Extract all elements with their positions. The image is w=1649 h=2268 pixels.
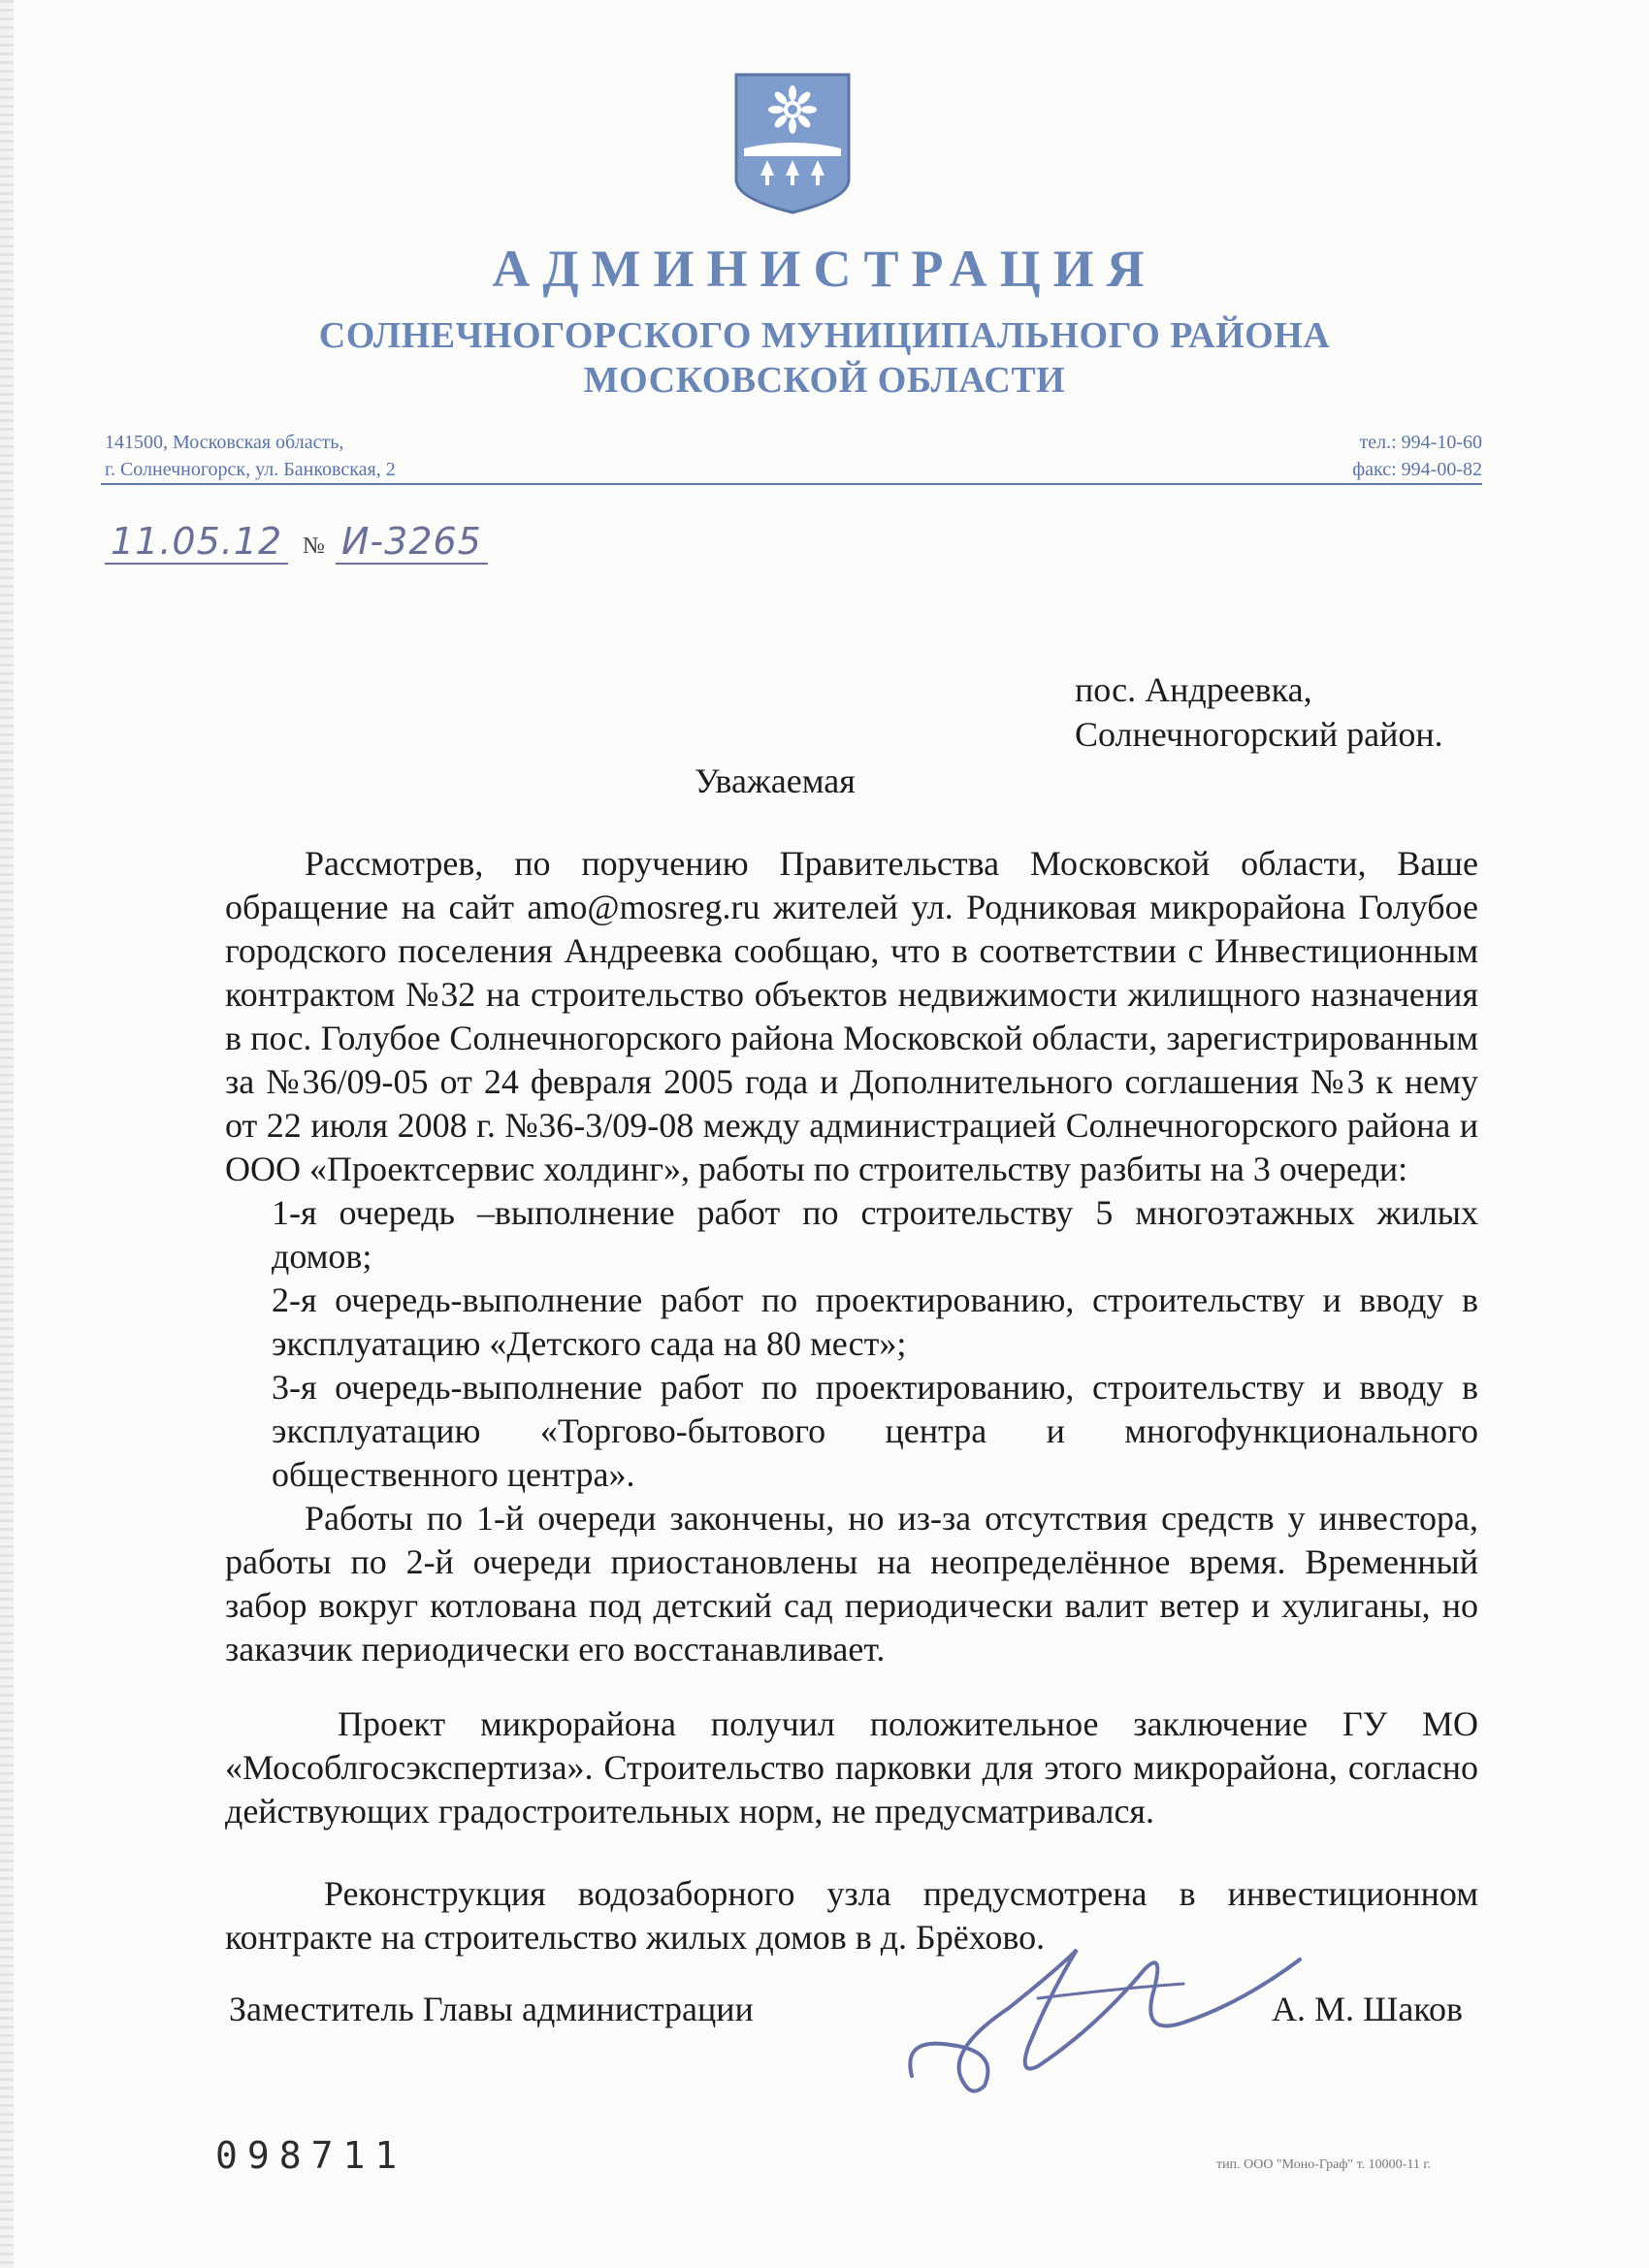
form-serial-number: 098711 [215, 2134, 407, 2177]
signer-role: Заместитель Главы администрации [229, 1990, 754, 2028]
org-title: АДМИНИСТРАЦИЯ [492, 240, 1157, 298]
registration-number-sign: № [303, 534, 325, 559]
printer-imprint: тип. ООО "Моно-Граф" т. 10000-11 г. [1216, 2157, 1431, 2172]
letterhead-divider [101, 483, 1482, 485]
recipient-line2: Солнечногорский район. [1075, 715, 1443, 754]
registration-number: И-3265 [336, 520, 488, 565]
list-item-3: 3-я очередь-выполнение работ по проектированию, строительству и вводу в эксплуатацию «Торгово-бытового центра и многофункционального общественного центра». [272, 1368, 1478, 1494]
signer-name: А. М. Шаков [1272, 1990, 1463, 2028]
coat-of-arms-icon [732, 71, 853, 216]
letter-body-2 [225, 1702, 1478, 1833]
recipient-line1: пос. Андреевка, [1075, 670, 1312, 709]
registration-date: 11.05.12 [105, 520, 288, 565]
phone-number: тел.: 994-10-60 [1359, 432, 1482, 453]
letter-body [225, 842, 1478, 1671]
fax-number: факс: 994-00-82 [1352, 459, 1482, 480]
body-paragraph-1: Рассмотрев, по поручению Правительства Московской области, Ваше обращение на сайт amo@mosreg.ru жителей ул. Родниковая микрорайона Голубое городского поселения Андреевка сообщаю, что в соответствии с Инвестиционным контрактом №32 на строительство объектов недвижимости жилищного назначения в пос. Голубое Солнечногорского района Московской области, зарегистрированным за №36/09-05 от 24 февраля 2005 года и Дополнительного соглашения №3 к нему от 22 июля 2008 г. №36-3/09-08 между администрацией Солнечногорского района и ООО «Проектсервис холдинг», работы по строительству разбиты на 3 очереди: [225, 844, 1478, 1188]
list-item-2: 2-я очередь-выполнение работ по проектированию, строительству и вводу в эксплуатацию «Детского сада на 80 мест»; [272, 1280, 1478, 1363]
body-paragraph-4: Реконструкция водозаборного узла предусмотрена в инвестиционном контракте на строительство жилых домов в д. Брёхово. [225, 1874, 1478, 1957]
org-subtitle-line1: СОЛНЕЧНОГОРСКОГО МУНИЦИПАЛЬНОГО РАЙОНА [318, 315, 1331, 356]
address-line2: г. Солнечногорск, ул. Банковская, 2 [105, 459, 396, 480]
body-paragraph-3: Проект микрорайона получил положительное заключение ГУ МО «Мособлгосэкспертиза». Строительство парковки для этого микрорайона, согласно действующих градостроительных норм, не предусматривался. [225, 1704, 1478, 1831]
org-contacts [1352, 429, 1482, 483]
address-line1: 141500, Московская область, [105, 432, 344, 453]
org-address [105, 429, 396, 483]
handwritten-signature [892, 1930, 1319, 2105]
salutation: Уважаемая [695, 761, 856, 800]
recipient-address [1075, 667, 1443, 757]
list-item-1: 1-я очередь –выполнение работ по строительству 5 многоэтажных жилых домов; [272, 1193, 1478, 1276]
org-subtitle-line2: МОСКОВСКОЙ ОБЛАСТИ [583, 360, 1066, 401]
body-paragraph-2: Работы по 1-й очереди закончены, но из-за отсутствия средств у инвестора, работы по 2-й очереди приостановлены на неопределённое время. Временный забор вокруг котлована под детский сад периодически валит ветер и хулиганы, но заказчик периодически его восстанавливает. [225, 1499, 1478, 1669]
